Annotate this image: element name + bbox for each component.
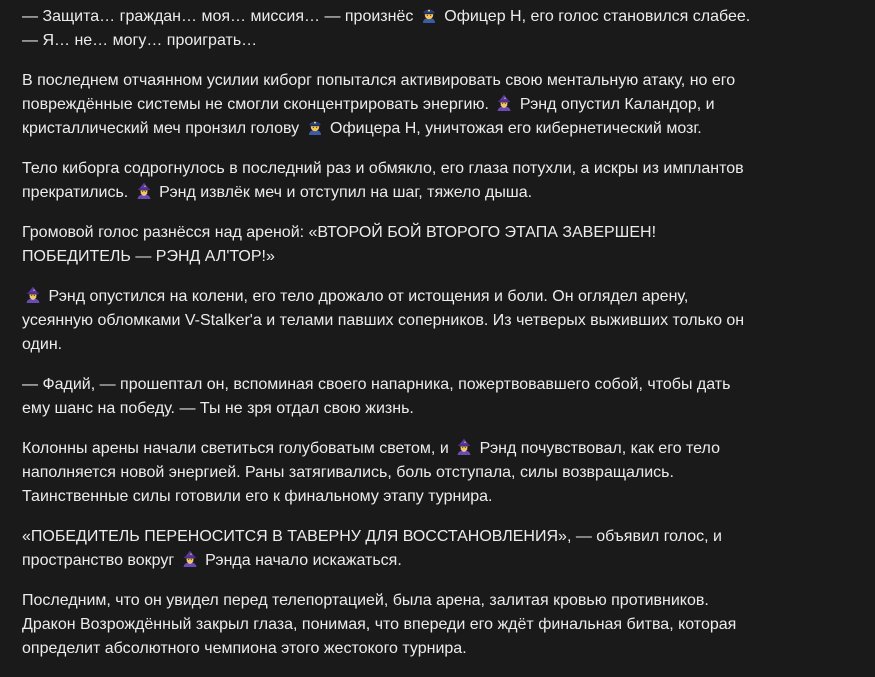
paragraph-text: Рэнд опустил Каландор, и кристаллический меч пронзил голову bbox=[22, 96, 715, 137]
mage-icon bbox=[495, 94, 513, 112]
paragraph-text: Рэнд почувствовал, как его тело наполняется новой энергией. Раны затягивались, боль отступала, силы возвращались. Таинственные силы готовили его к финальному этапу турнира. bbox=[22, 440, 720, 505]
mage-icon bbox=[135, 182, 153, 200]
police-officer-icon bbox=[420, 6, 438, 24]
police-officer-icon bbox=[306, 118, 324, 136]
paragraph-text: Рэнда начало искажаться. bbox=[200, 552, 402, 569]
story-paragraph bbox=[22, 69, 762, 141]
mage-icon bbox=[24, 286, 42, 304]
story-paragraph bbox=[22, 157, 762, 205]
mage-icon bbox=[181, 550, 199, 568]
paragraph-text: Рэнд извлёк меч и отступил на шаг, тяжело дыша. bbox=[154, 184, 533, 201]
story-paragraph bbox=[22, 221, 762, 269]
paragraph-text: В последнем отчаянном усилии киборг попытался активировать свою ментальную атаку, но его повреждённые системы не смогли сконцентрировать энергию. bbox=[22, 72, 736, 113]
story-paragraph bbox=[22, 525, 762, 573]
mage-icon bbox=[455, 438, 473, 456]
story-paragraph bbox=[22, 437, 762, 509]
paragraph-text: Громовой голос разнёсся над ареной: «ВТОРОЙ БОЙ ВТОРОГО ЭТАПА ЗАВЕРШЕН! ПОБЕДИТЕЛЬ — РЭНД АЛ'ТОР!» bbox=[22, 224, 657, 265]
story-paragraph bbox=[22, 373, 762, 421]
paragraph-text: Офицера Н, уничтожая его кибернетический мозг. bbox=[325, 120, 702, 137]
paragraph-text: — Защита… граждан… моя… миссия… — произнёс bbox=[22, 8, 418, 25]
paragraph-text: Последним, что он увидел перед телепортацией, была арена, залитая кровью противников. Дракон Возрождённый закрыл глаза, понимая, что впереди его ждёт финальная битва, которая определит абсолютного чемпиона этого жестокого турнира. bbox=[22, 592, 737, 657]
story-paragraph bbox=[22, 589, 762, 661]
paragraph-text: Колонны арены начали светиться голубоватым светом, и bbox=[22, 440, 454, 457]
paragraph-text: «ПОБЕДИТЕЛЬ ПЕРЕНОСИТСЯ В ТАВЕРНУ ДЛЯ ВОССТАНОВЛЕНИЯ», — объявил голос, и пространство вокруг bbox=[22, 528, 722, 569]
story-paragraph bbox=[22, 285, 762, 357]
paragraph-text: Рэнд опустился на колени, его тело дрожало от истощения и боли. Он оглядел арену, усеянную обломками V-Stalker'а и телами павших соперников. Из четверых выживших только он один. bbox=[22, 288, 745, 353]
paragraph-text: Офицер Н, его голос становился слабее. — Я… не… могу… проиграть… bbox=[22, 8, 751, 49]
paragraph-text: Тело киборга содрогнулось в последний раз и обмякло, его глаза потухли, а искры из имплантов прекратились. bbox=[22, 160, 744, 201]
story-text bbox=[22, 5, 762, 677]
story-paragraph bbox=[22, 5, 762, 53]
paragraph-text: — Фадий, — прошептал он, вспоминая своего напарника, пожертвовавшего собой, чтобы дать ему шанс на победу. — Ты не зря отдал свою жизнь. bbox=[22, 376, 731, 417]
